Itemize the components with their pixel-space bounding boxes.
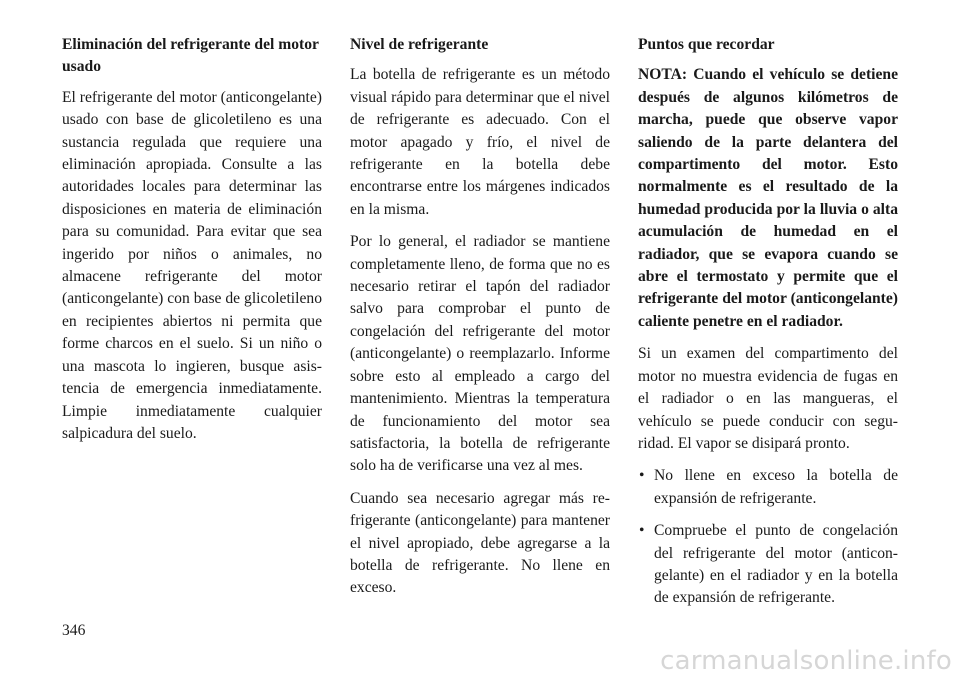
section-heading-coolant-disposal: Eliminación del refrigerante del motor usado bbox=[62, 36, 319, 76]
bullet-icon: • bbox=[639, 467, 645, 485]
note-steam-explanation: NOTA: Cuando el vehículo se detiene después de algunos kilómetros de marcha, puede que observe vapor saliendo de la parte delantera del compartimento del motor. Esto normalmente es el resultado de la humedad producida por la lluvia o alta acumulación de humedad en el radiador, que se evapora cuando se abre el termostato y permite que el refrigerante del motor (anticongelante) caliente penetre en el radiador. bbox=[638, 66, 898, 330]
paragraph-coolant-level-1: La botella de refrigerante es un método visual rápido para determinar que el nivel de refrigerante es adecuado. Con el motor apagado y frío, el nivel de refrigerante en la botella debe encontrarse entre los márgenes indicados en la misma. bbox=[350, 66, 610, 218]
list-item-text: No llene en exceso la botella de expansión de refrigerante. bbox=[654, 467, 898, 507]
list-item bbox=[638, 520, 898, 610]
watermark: carmanualsonline.info bbox=[660, 646, 952, 676]
column-left bbox=[62, 34, 322, 455]
section-heading-points-to-remember: Puntos que recordar bbox=[638, 36, 775, 53]
paragraph-leak-check: Si un examen del compartimento del motor no muestra evidencia de fugas en el radiador o en las mangueras, el vehículo se puede conducir con seguridad. El vapor se disipará pronto. bbox=[638, 345, 898, 452]
bullet-icon: • bbox=[639, 522, 645, 540]
bullet-list bbox=[638, 465, 898, 609]
paragraph-coolant-level-3: Cuando sea necesario agregar más refrigerante (anticongelante) para mantener el nivel apropiado, debe agregarse a la botella de refrigerante. No llene en exceso. bbox=[350, 489, 610, 597]
paragraph-coolant-level-2: Por lo general, el radiador se mantiene completamente lleno, de forma que no es necesario retirar el tapón del radiador salvo para comprobar el punto de congelación del refrigerante del motor (anticongelante) o reemplazarlo. Informe sobre esto al empleado a cargo del mantenimiento. Mientras la temperatura de funcionamiento del motor sea satisfactoria, la botella de refrigerante solo ha de verificarse una vez al mes. bbox=[350, 233, 610, 475]
column-middle bbox=[350, 34, 610, 610]
section-heading-coolant-level: Nivel de refrigerante bbox=[350, 36, 489, 53]
page-number: 346 bbox=[62, 622, 86, 639]
list-item-text: Compruebe el punto de congelación del refrigerante del motor (anticongelante) en el radiador y en la botella de expansión de refrigerante. bbox=[654, 522, 898, 607]
paragraph-coolant-disposal: El refrigerante del motor (anticongelante) usado con base de glicoletileno es una sustancia regulada que requiere una eliminación apropiada. Consulte a las autoridades locales para determinar las disposiciones en materia de eliminación para su comunidad. Para evitar que sea ingerido por niños o animales, no almacene refrigerante del motor (anticongelante) con base de glicoletileno en recipientes abiertos ni permita que forme charcos en el suelo. Si un niño o una mascota lo ingieren, busque asistencia de emergencia inmediatamente. Limpie inmediatamente cualquier salpicadura del suelo. bbox=[62, 88, 322, 442]
list-item bbox=[638, 465, 898, 510]
column-right bbox=[638, 34, 898, 620]
